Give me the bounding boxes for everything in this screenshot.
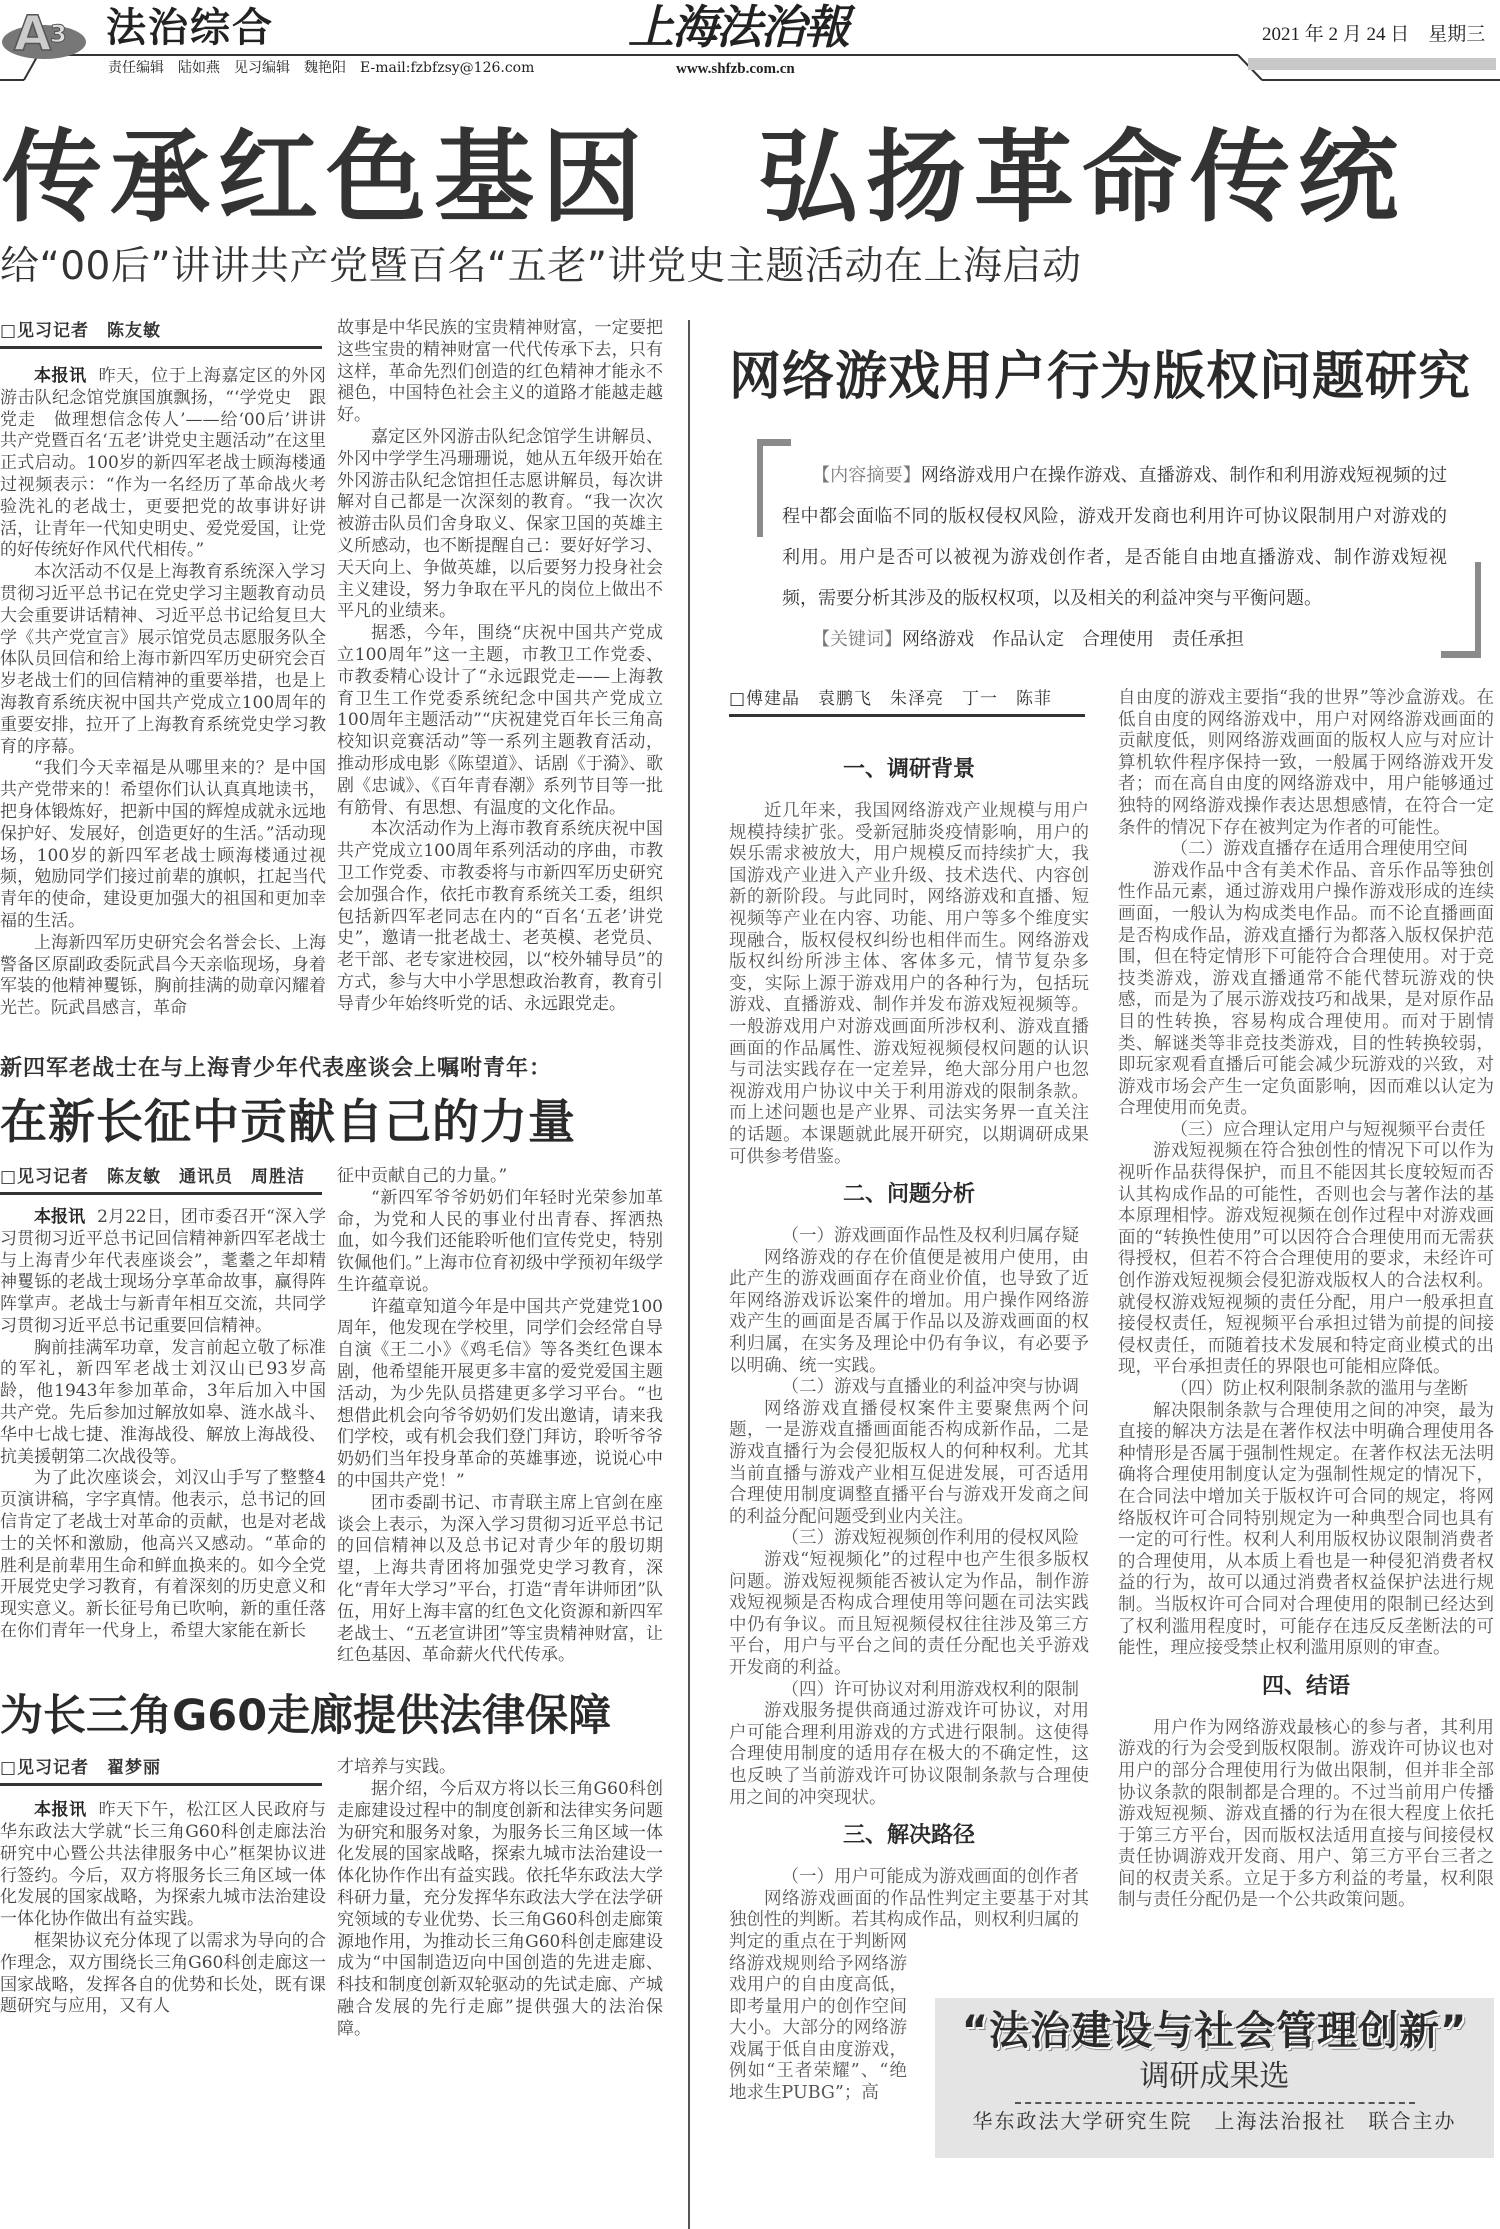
issue-date: 2021 年 2 月 24 日 星期三: [1262, 24, 1486, 45]
date-bar: [1248, 58, 1496, 70]
article3-title: 为长三角G60走廊提供法律保障: [0, 1691, 612, 1742]
section-heading: 四、结语: [1261, 1673, 1350, 1699]
subsection-heading: （四）许可协议对利用游戏权利的限制: [781, 1679, 1079, 1700]
series-banner: [935, 1998, 1494, 2158]
lead-label: 本报讯: [34, 1800, 87, 1821]
article4-column-1: [729, 757, 1089, 1932]
page-badge: [0, 2, 92, 64]
subsection-heading: （三）应合理认定用户与短视频平台责任: [1170, 1119, 1486, 1140]
keywords-label: 【关键词】: [812, 629, 902, 650]
subsection-heading: （四）防止权利限制条款的滥用与垄断: [1170, 1379, 1468, 1399]
section-heading: 三、解决路径: [842, 1823, 975, 1849]
article2-kicker: 新四军老战士在与上海青少年代表座谈会上嘱咐青年：: [0, 1055, 553, 1081]
editors-line: 责任编辑 陆如燕 见习编辑 魏艳阳 E-mail:fzbfzsy@126.com: [108, 60, 535, 76]
paragraph: 据悉，今年，围绕“庆祝中国共产党成立100周年”这一主题，市教卫工作党委、市教委精心设计了“永远跟党走——上海教育卫生工作党委系统纪念中国共产党成立100周年主题活动”“庆祝建党百年长三角高校知识竞赛活动”等一系列主题教育活动，推动形成电影《陈望道》、话剧《于漪》、歌剧《忠诚》、《百年青春潮》系列节目等一批有筋骨、有思想、有温度的文化作品。: [337, 623, 663, 818]
paragraph: 嘉定区外冈游击队纪念馆学生讲解员、外冈中学学生冯珊珊说，她从五年级开始在外冈游击队纪念馆担任志愿讲解员，每次讲解对自己都是一次深刻的教育。“我一次次被游击队员们舍身取义、保家卫国的英雄主义所感动，也不断提醒自己：要好好学习、天天向上、争做英雄，以后要努力投身社会主义建设，努力争取在平凡的岗位上做出不平凡的业绩来。: [337, 426, 663, 622]
paragraph: 游戏服务提供商通过游戏许可协议，对用户可能合理利用游戏的方式进行限制。这使得合理使用制度的适用存在极大的不确定性，这也反映了当前游戏许可协议限制条款与合理使用之间的冲突现状。: [729, 1701, 1089, 1808]
main-subheadline: 给“00后”讲讲共产党暨百名“五老”讲党史主题活动在上海启动: [0, 244, 1082, 289]
banner-title: “法治建设与社会管理创新”: [961, 2007, 1468, 2054]
paragraph: 征中贡献自己的力量。”: [337, 1165, 508, 1186]
paragraph: [0, 1207, 326, 1338]
banner-organizers: 华东政法大学研究生院 上海法治报社 联合主办: [972, 2108, 1457, 2133]
abstract: [782, 455, 1447, 619]
paragraph: “我们今天幸福是从哪里来的？是中国共产党带来的！希望你们认认真真地读书，把身体锻炼好，把新中国的辉煌成就永远地保护好、发展好，创造更好的生活。”活动现场，100岁的新四军老战士顾海楼通过视频，勉励同学们接过前辈的旗帜，扛起当代青年的使命，建设更加强大的祖国和更加幸福的生活。: [0, 758, 326, 931]
paragraph: 胸前挂满军功章，发言前起立敬了标准的军礼，新四军老战士刘汉山已93岁高龄，他1943年参加革命，3年后加入中国共产党。先后参加过解放如皋、涟水战斗、华中七战七捷、淮海战役、解放上海战役、抗美援朝第二次战役等。: [0, 1337, 326, 1467]
masthead-logo: 上海法治報: [628, 0, 848, 54]
paragraph: [0, 1800, 326, 1931]
paragraph: 游戏短视频在符合独创性的情况下可以作为视听作品获得保护，而且不能因其长度较短而否认其构成作品的可能性，否则也会与著作法的基本原理相悖。游戏短视频在创作过程中对游戏画面的“转换性使用”可以因符合合理使用而无需获得授权，但若不符合合理使用的要求，未经许可创作游戏短视频会侵犯游戏版权人的合法权利。就侵权游戏短视频的责任分配，用户一般承担直接侵权责任，短视频平台承担过错为前提的间接侵权责任，而随着技术发展和特定商业模式的出现，平台承担责任的界限也可能相应降低。: [1118, 1141, 1494, 1378]
paragraph: 团市委副书记、市青联主席上官剑在座谈会上表示，为深入学习贯彻习近平总书记的回信精神以及总书记对青少年的殷切期望，上海共青团将加强党史学习教育，深化“青年大学习”平台，打造“青年讲师团”队伍，用好上海丰富的红色文化资源和新四军老战士、“五老宣讲团”等宝贵精神财富，让红色基因、革命薪火代代传承。: [337, 1492, 663, 1666]
paragraph: 网络游戏的存在价值便是被用户使用，由此产生的游戏画面存在商业价值，也导致了近年网络游戏诉讼案件的增加。用户操作网络游戏产生的画面是否属于作品以及游戏画面的权利归属，在实务及理论中仍有争议，有必要予以明确、统一实践。: [729, 1247, 1089, 1376]
article1: [0, 318, 663, 1020]
paragraph-text: 昨天下午，松江区人民政府与华东政法大学就“长三角G60科创走廊法治研究中心暨公共法律服务中心”框架协议进行签约。今后，双方将服务长三角区域一体化发展的国家战略，为探索九城市法治建设一体化协作做出有益实践。: [0, 1800, 327, 1930]
subsection-heading: （一）游戏画面作品性及权利归属存疑: [781, 1226, 1079, 1247]
subsection-heading: （二）游戏与直播业的利益冲突与协调: [781, 1377, 1079, 1398]
paragraph: 游戏“短视频化”的过程中也产生很多版权问题。游戏短视频能否被认定为作品，制作游戏短视频是否构成合理使用等问题在司法实践中仍有争议。而且短视频侵权往往涉及第三方平台，用户与平台之间的责任分配也关乎游戏开发商的利益。: [729, 1550, 1089, 1678]
article4-column-1-wrap: [729, 688, 1089, 1932]
article4-bottom: [729, 1932, 1494, 2158]
paragraph-text: 昨天，位于上海嘉定区的外冈游击队纪念馆党旗国旗飘扬，“‘学党史 跟党走 做理想信念传人’——给‘00后’讲讲共产党暨百名‘五老’讲党史主题活动”在这里正式启动。100岁的新四军老战士顾海楼通过视频表示：“作为一名经历了革命战火考验洗礼的老战士，更要把党的故事讲好讲活，让青年一代知史明史、爱党爱国，让党的好传统好作风代代相传。”: [0, 366, 327, 561]
article1-column-2: [337, 318, 663, 1016]
main-headline: 传承红色基因 弘扬革命传统: [2, 119, 1406, 236]
paragraph: [0, 366, 326, 562]
article1-column-1: [0, 366, 326, 1020]
page-badge-icon: [0, 2, 92, 64]
paragraph: 自由度的游戏主要指“我的世界”等沙盒游戏。在低自由度的网络游戏中，用户对网络游戏画面的贡献度低，则网络游戏画面的版权人应与对应计算机软件程序保持一致，一般属于网络游戏开发者；而在高自由度的网络游戏中，用户能够通过独特的网络游戏操作表达思想感情，在符合一定条件的情况下存在被判定为作者的可能性。: [1118, 688, 1494, 838]
article3-byline: □见习记者 翟梦丽: [0, 1757, 322, 1786]
banner-divider: [1015, 2102, 1415, 2104]
paragraph: 游戏作品中含有美术作品、音乐作品等独创性作品元素，通过游戏用户操作游戏形成的连续画面，一般认为构成类电作品。而不论直播画面是否构成作品，游戏直播行为都落入版权保护范围，但在特定情形下可能符合合理使用。对于竞技类游戏，游戏直播通常不能代替玩游戏的快感，而是为了展示游戏技巧和战果，是对原作品目的性转换，容易构成合理使用。而对于剧情类、解谜类等非竞技类游戏，目的性转换较弱，即玩家观看直播后可能会减少玩游戏的兴致，对游戏市场会产生一定负面影响，因而难以认定为合理使用而免责。: [1118, 860, 1494, 1119]
article4-title: 网络游戏用户行为版权问题研究: [729, 347, 1472, 407]
section-heading: 一、调研背景: [842, 757, 975, 782]
subsection-heading: （三）游戏短视频创作利用的侵权风险: [781, 1528, 1079, 1549]
article2-column-2: [337, 1166, 663, 1667]
paragraph: “新四军爷爷奶奶们年轻时光荣参加革命，为党和人民的事业付出青春、挥洒热血，如今我们还能聆听他们宣传党史，特别钦佩他们。”上海市位育初级中学预初年级学生许蕴章说。: [337, 1187, 663, 1295]
article4-column-2: [1118, 688, 1494, 1912]
article3-column-1: [0, 1800, 326, 2018]
banner-subtitle: 调研成果选: [1139, 2058, 1290, 2094]
article3-column-2: [337, 1757, 663, 2040]
section-heading: 二、问题分析: [842, 1182, 975, 1208]
lead-label: 本报讯: [34, 366, 87, 386]
section-name: 法治综合: [106, 5, 274, 51]
lead-label: 本报讯: [34, 1206, 86, 1227]
svg-text:3: 3: [50, 20, 67, 48]
paragraph: 框架协议充分体现了以需求为导向的合作理念，双方围绕长三角G60科创走廊这一国家战略，发挥各自的优势和长处，既有课题研究与应用，又有人: [0, 1931, 326, 2017]
article4-columns: [729, 688, 1494, 1932]
paragraph-continuation: 判定的重点在于判断网络游戏规则给予网络游戏用户的自由度高低，即考量用户的创作空间大小。大部分的网络游戏属于低自由度游戏，例如“王者荣耀”、“绝地求生PUBG”；高: [729, 1931, 907, 2104]
paragraph: 上海新四军历史研究会名誉会长、上海警备区原副政委阮武昌今天亲临现场，身着军装的他精神矍铄，胸前挂满的勋章闪耀着光芒。阮武昌感言，革命: [0, 932, 326, 1019]
article4-byline: □傅建晶 袁鹏飞 朱泽亮 丁一 陈菲: [729, 688, 1085, 717]
keywords-text: 网络游戏 作品认定 合理使用 责任承担: [902, 629, 1244, 650]
abstract-text: 网络游戏用户在操作游戏、直播游戏、制作和利用游戏短视频的过程中都会面临不同的版权侵权风险，游戏开发商也利用许可协议限制用户对游戏的利用。用户是否可以被视为游戏创作者，是否能自由地直播游戏、制作游戏短视频，需要分析其涉及的版权权项，以及相关的利益冲突与平衡问题。: [782, 465, 1448, 609]
article1-byline: □见习记者 陈友敏: [0, 320, 322, 349]
abstract-box: [782, 455, 1447, 660]
article1-column-1-wrap: [0, 318, 326, 1020]
keywords: [782, 619, 1447, 660]
article2-column-1-wrap: [0, 1166, 326, 1643]
column-divider: [688, 320, 690, 2229]
article2-column-1: [0, 1207, 326, 1643]
paragraph: 本次活动不仅是上海教育系统深入学习贯彻习近平总书记在党史学习主题教育动员大会重要讲话精神、习近平总书记给复旦大学《共产党宣言》展示馆党员志愿服务队全体队员回信和给上海市新四军历史研究会百岁老战士们的回信精神的重要举措，也是上海教育系统庆祝中国共产党成立100周年的重要安排，拉开了上海教育系统党史学习教育的序幕。: [0, 562, 326, 757]
paragraph: 解决限制条款与合理使用之间的冲突，最为直接的解决方法是在著作权法中明确合理使用各种情形是否属于强制性规定。在著作权法无法明确将合理使用制度认定为强制性规定的情况下，在合同法中增加关于版权许可合同的规定，将网络版权许可合同特别规定为一种典型合同也具有一定的可行性。权利人利用版权协议限制消费者的合理使用，从本质上看也是一种侵犯消费者权益的行为，故可以通过消费者权益保护法进行规制。当版权许可合同对合理使用的限制已经达到了权利滥用程度时，可能存在违反反垄断法的可能性，理应接受禁止权利滥用原则的审查。: [1118, 1400, 1494, 1659]
paragraph: 才培养与实践。: [337, 1757, 456, 1778]
left-articles: [0, 318, 663, 2041]
article4: [729, 346, 1494, 2158]
paragraph: 据介绍，今后双方将以长三角G60科创走廊建设过程中的制度创新和法律实务问题为研究和服务对象，为服务长三角区域一体化发展的国家战略，探索九城市法治建设一体化协作作出有益实践。依托华东政法大学科研力量，充分发挥华东政法大学在法学研究领域的专业优势、长三角G60科创走廊策源地作用，为推动长三角G60科创走廊建设成为“中国制造迈向中国创造的先进走廊、科技和制度创新双轮驱动的先试走廊、产城融合发展的先行走廊”提供强大的法治保障。: [337, 1779, 663, 2039]
subsection-heading: （一）用户可能成为游戏画面的创作者: [781, 1867, 1079, 1888]
article2: [0, 1166, 663, 1667]
paragraph: 网络游戏直播侵权案件主要聚焦两个问题，一是游戏直播画面能否构成新作品，二是游戏直播行为会侵犯版权人的何种权利。尤其当前直播与游戏产业相互促进发展，可否适用合理使用制度调整直播平台与游戏开发商之间的利益分配问题受到业内关注。: [729, 1398, 1089, 1527]
paragraph-text: 2月22日，团市委召开“深入学习贯彻习近平总书记回信精神新四军老战士与上海青少年代表座谈会”，耄耋之年却精神矍铄的老战士现场分享革命故事，赢得阵阵掌声。老战士与新青年相互交流，共同学习贯彻习近平总书记重要回信精神。: [0, 1206, 327, 1336]
svg-text:A: A: [14, 6, 52, 62]
paragraph: 许蕴章知道今年是中国共产党建党100周年，他发现在学校里，同学们会经常自导自演《王二小》《鸡毛信》等各类红色课本剧，他希望能开展更多丰富的爱党爱国主题活动，为少先队员搭建更多学习平台。“也想借此机会向爷爷奶奶们发出邀请，请来我们学校，或有机会我们登门拜访，聆听爷爷奶奶们当年投身革命的英雄事迹，说说心中的中国共产党！”: [337, 1296, 663, 1492]
paragraph: 本次活动作为上海市教育系统庆祝中国共产党成立100周年系列活动的序曲，市教卫工作党委、市教委将与市新四军历史研究会加强合作，依托市教育系统关工委，组织包括新四军老同志在内的“百名‘五老’讲党史”，邀请一批老战士、老英模、老党员、老干部、老专家进校园，以“校外辅导员”的方式，参与大中小学思想政治教育，教育引导青少年始终听党的话、永远跟党走。: [337, 819, 663, 1014]
abstract-label: 【内容摘要】: [812, 465, 921, 486]
article2-title: 在新长征中贡献自己的力量: [0, 1094, 576, 1150]
paragraph: 用户作为网络游戏最核心的参与者，其利用游戏的行为会受到版权限制。游戏许可协议也对用户的部分合理使用行为做出限制，但并非全部协议条款的限制都是合理的。不过当前用户传播游戏短视频、游戏直播的行为在很大程度上依托于第三方平台，因而版权法适用直接与间接侵权责任协调游戏开发商、用户、第三方平台三者之间的权责关系。立足于多方利益的考量，权利限制与责任分配仍是一个公共政策问题。: [1118, 1717, 1494, 1911]
article2-byline: □见习记者 陈友敏 通讯员 周胜洁: [0, 1166, 322, 1195]
article3-column-1-wrap: [0, 1757, 326, 2018]
paragraph: 近几年来，我国网络游戏产业规模与用户规模持续扩张。受新冠肺炎疫情影响，用户的娱乐需求被放大，用户规模反而持续扩大，我国游戏产业进入产业升级、技术迭代、内容创新的新阶段。与此同时，网络游戏和直播、短视频等产业在内容、功能、用户等多个维度实现融合，版权侵权纠纷也相伴而生。网络游戏版权纠纷所涉主体、客体多元，情节复杂多变，实际上源于游戏用户的各种行为，包括玩游戏、直播游戏、制作并发布游戏短视频等。一般游戏用户对游戏画面所涉权利、游戏直播画面的作品属性、游戏短视频侵权问题的认识与司法实践存在一定差异，绝大部分用户也忽视游戏用户协议中关于利用游戏的限制条款。而上述问题也是产业界、司法实务界一直关注的话题。本课题就此展开研究，以期调研成果可供参考借鉴。: [729, 801, 1089, 1167]
paragraph: 网络游戏画面的作品性判定主要基于对其独创性的判断。若其构成作品，则权利归属的: [729, 1888, 1089, 1931]
article4-column-1-continuation: [729, 1932, 907, 2105]
subsection-heading: （二）游戏直播存在适用合理使用空间: [1170, 839, 1468, 860]
website-link[interactable]: www.shfzb.com.cn: [676, 61, 795, 77]
paragraph: 故事是中华民族的宝贵精神财富，一定要把这些宝贵的精神财富一代代传承下去，只有这样，革命先烈们创造的红色精神才能永不褪色，中国特色社会主义的道路才能越走越好。: [337, 318, 663, 426]
paragraph: 为了此次座谈会，刘汉山手写了整整4页演讲稿，字字真情。他表示，总书记的回信肯定了老战士对革命的贡献，也是对老战士的关怀和激励，他高兴又感动。“革命的胜利是前辈用生命和鲜血换来的。如今全党开展党史学习教育，有着深刻的历史意义和现实意义。新长征号角已吹响，新的重任落在你们青年一代身上，希望大家能在新长: [0, 1468, 326, 1642]
article3: [0, 1757, 663, 2040]
